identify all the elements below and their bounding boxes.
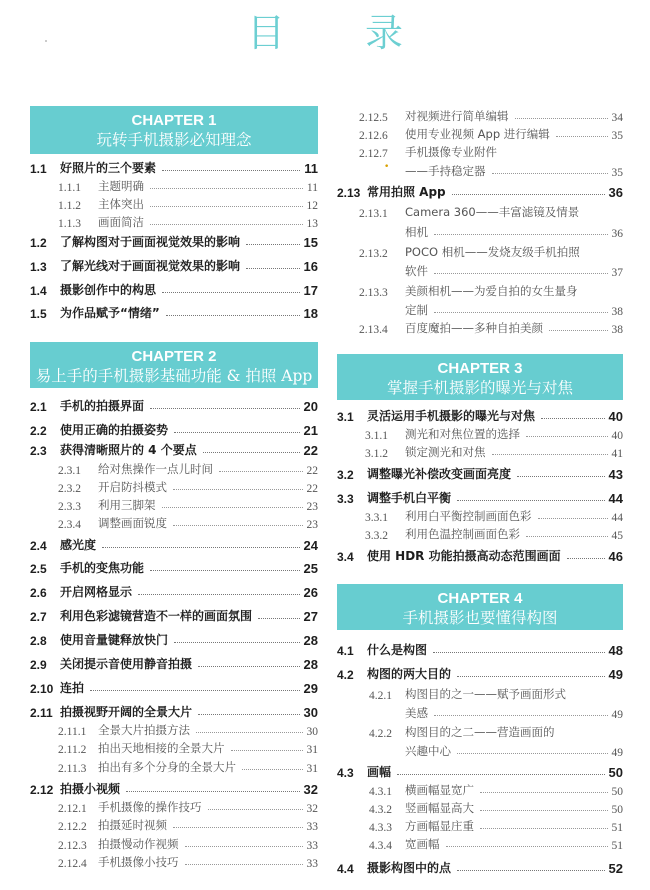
toc-entry-page: 16 [303,259,318,274]
toc-entry-page: 13 [306,218,318,230]
toc-entry[interactable] [30,815,318,833]
toc-entry-title: 拍出天地相接的全景大片 [98,741,225,755]
toc-entry[interactable] [337,442,623,460]
toc-entry-number: 3.4 [337,550,354,564]
toc-entry[interactable] [30,212,318,230]
toc-entry-number: 2.11.2 [58,744,87,756]
dot-leader [541,418,605,419]
toc-entry-number: 2.9 [30,658,47,672]
toc-entry[interactable] [30,720,318,738]
toc-entry[interactable]: 4.1 什么是构图 48 [337,643,623,658]
dot-leader [208,809,303,810]
toc-entry-title: 摄影创作中的构思 [60,283,157,297]
toc-entry[interactable]: 2.13.2 POCO 相机——发烧友级手机拍照 [359,245,580,260]
toc-entry-page: 26 [303,585,318,600]
toc-entry[interactable] [337,424,623,442]
dot-leader [174,432,300,433]
toc-entry-number: 1.2 [30,236,47,250]
toc-entry-title: 宽画幅 [405,837,440,851]
toc-entry-page: 28 [303,657,318,672]
toc-entry-number: 3.2 [337,468,354,482]
chapter-3-title: 掌握手机摄影的曝光与对焦 [386,379,573,397]
chapter-4-number: CHAPTER 4 [437,590,523,607]
dot-leader [480,810,608,811]
chapter-2-banner [30,342,318,388]
toc-entry-number: 2.3.4 [58,519,81,531]
toc-entry[interactable] [30,303,318,321]
toc-entry-page: 29 [303,681,318,696]
toc-entry-page: 28 [303,633,318,648]
toc-entry-number: 1.1.3 [58,218,81,230]
toc-entry[interactable]: 2.13.4 百度魔拍——多种自拍美颜 38 [359,321,623,336]
toc-entry-number: 4.3.2 [369,804,392,816]
toc-entry-number: 2.12.1 [58,803,87,815]
toc-entry[interactable] [30,678,318,696]
toc-entry-page: 40 [611,430,623,442]
toc-entry-number: 2.3 [30,444,47,458]
toc-entry-page: 40 [608,409,623,424]
toc-entry-number: 2.12 [30,783,54,797]
toc-entry-page: 32 [306,803,318,815]
toc-entry[interactable] [337,834,623,852]
toc-entry[interactable] [30,513,318,531]
toc-entry[interactable] [337,406,623,424]
toc-entry-continuation: 兴趣中心 49 [405,744,623,759]
toc-entry-number: 2.6 [30,586,47,600]
toc-entry-continuation: 美感 49 [405,706,623,721]
dot-leader [231,750,303,751]
dot-leader [446,846,608,847]
toc-entry-page: 11 [304,161,318,176]
toc-entry[interactable]: 2.13.3 美颜相机——为爱自拍的女生量身 [359,284,578,299]
toc-entry-continuation: ——手持稳定器 35 [405,164,623,179]
dot-leader [492,454,608,455]
toc-entry-page: 15 [303,235,318,250]
dot-leader [196,732,303,733]
toc-entry-title: 利用白平衡控制画面色彩 [405,509,532,523]
dot-leader [150,570,300,571]
toc-entry-page: 33 [306,840,318,852]
toc-entry[interactable] [30,176,318,194]
toc-entry[interactable]: 2.12.7 手机摄像专业附件 [359,145,497,160]
toc-entry-title: 拍摄小视频 [60,782,121,796]
dot-leader [174,642,300,643]
dot-leader [246,244,300,245]
toc-entry-page: 51 [611,822,623,834]
toc-entry-number: 1.3 [30,260,47,274]
toc-entry-page: 24 [303,538,318,553]
toc-entry[interactable]: 2.12.5 对视频进行简单编辑 34 [359,109,623,124]
dot-leader [242,769,303,770]
toc-entry[interactable] [30,158,318,176]
toc-entry-title: 使用 HDR 功能拍摄高动态范围画面 [367,549,561,563]
toc-entry-title: 好照片的三个要素 [60,161,157,175]
toc-entry-number: 2.4 [30,539,47,553]
dot-leader [517,476,605,477]
toc-entry-title: 锁定测光和对焦 [405,445,486,459]
toc-entry[interactable]: 2.13.1 Camera 360——丰富滤镜及情景 [359,205,580,220]
dot-leader [258,618,300,619]
toc-entry-page: 17 [303,283,318,298]
dot-leader [162,292,300,293]
toc-entry-continuation: 定制 38 [405,303,623,318]
dot-leader [126,791,300,792]
toc-entry[interactable]: 4.3 画幅 50 [337,765,623,780]
toc-entry-title: 拍摄延时视频 [98,818,167,832]
toc-entry-number: 1.1.1 [58,182,81,194]
dot-leader [198,714,300,715]
dot-leader [198,666,300,667]
toc-entry-number: 2.1 [30,400,47,414]
bullet-mark: • [384,162,390,172]
toc-entry-title: 竖画幅显高大 [405,801,474,815]
toc-entry-title: 主体突出 [98,197,144,211]
dot-leader [219,471,303,472]
chapter-4-title: 手机摄影也要懂得构图 [402,609,558,627]
dot-leader [567,558,605,559]
toc-entry-page: 23 [306,519,318,531]
dot-leader [538,518,608,519]
dot-leader [203,452,300,453]
toc-entry[interactable] [30,232,318,250]
toc-entry[interactable] [337,464,623,482]
toc-entry[interactable] [30,558,318,576]
toc-entry-title: 全景大片拍摄方法 [98,723,190,737]
toc-entry-page: 43 [608,467,623,482]
toc-entry-page: 30 [303,705,318,720]
toc-entry-page: 44 [608,491,623,506]
dot-leader [480,792,608,793]
toc-entry[interactable] [30,852,318,870]
toc-entry-number: 2.12.2 [58,821,87,833]
toc-entry-title: 拍摄视野开阔的全景大片 [60,705,193,719]
toc-entry[interactable] [30,779,318,797]
toc-entry[interactable] [337,488,623,506]
toc-entry-title: 画面简洁 [98,215,144,229]
toc-entry-number: 4.3.3 [369,822,392,834]
dot-leader [150,408,300,409]
dot-leader [150,206,303,207]
toc-entry-continuation: 相机 36 [405,225,623,240]
toc-entry-page: 25 [303,561,318,576]
toc-entry-title: 连拍 [60,681,85,695]
dot-leader [162,170,300,171]
toc-entry[interactable] [337,798,623,816]
toc-entry-page: 23 [306,501,318,513]
toc-entry-number: 1.4 [30,284,47,298]
toc-entry-title: 使用正确的拍摄姿势 [60,423,169,437]
toc-entry-page: 50 [611,786,623,798]
dot-leader [150,224,303,225]
toc-entry-page: 31 [306,744,318,756]
toc-entry[interactable] [30,702,318,720]
toc-entry-number: 2.8 [30,634,47,648]
toc-entry-number: 3.1.2 [365,448,388,460]
toc-entry[interactable]: 2.13 常用拍照 App 36 [337,185,623,200]
toc-entry[interactable] [30,535,318,553]
toc-entry[interactable] [337,546,623,564]
toc-entry-number: 1.1.2 [58,200,81,212]
toc-entry-title: 调整手机白平衡 [367,491,452,505]
toc-entry[interactable] [30,194,318,212]
toc-entry[interactable] [30,582,318,600]
page-title: 目 录 [246,11,438,55]
toc-entry-title: 调整曝光补偿改变画面亮度 [367,467,512,481]
chapter-1-title: 玩转手机摄影必知理念 [96,131,252,149]
dot-leader [526,536,608,537]
toc-entry-title: 横画幅显宽广 [405,783,474,797]
toc-entry[interactable] [30,280,318,298]
toc-entry[interactable] [30,495,318,513]
toc-entry-number: 2.10 [30,682,54,696]
chapter-3-banner [337,354,623,400]
dot-leader [102,547,300,548]
toc-entry-title: 利用色彩滤镜营造不一样的画面氛围 [60,609,253,623]
toc-entry-number: 1.1 [30,162,47,176]
dot-leader [173,827,303,828]
toc-entry[interactable] [30,654,318,672]
toc-entry[interactable] [337,780,623,798]
toc-entry-page: 33 [306,858,318,870]
toc-entry-title: 开启网格显示 [60,585,133,599]
chapter-1-number: CHAPTER 1 [131,112,217,129]
toc-entry-title: 拍摄慢动作视频 [98,837,179,851]
chapter-4-banner [337,584,623,630]
dot-leader [173,525,303,526]
toc-entry[interactable] [30,477,318,495]
toc-entry-number: 3.1 [337,410,354,424]
toc-entry-title: 给对焦操作一点儿时间 [98,462,213,476]
speck [45,40,47,42]
toc-entry-page: 46 [608,549,623,564]
toc-entry-number: 3.3.2 [365,530,388,542]
toc-entry-number: 3.3 [337,492,354,506]
toc-entry-number: 3.1.1 [365,430,388,442]
chapter-2-title: 易上手的手机摄影基础功能 & 拍照 App [35,367,313,385]
dot-leader [457,500,605,501]
toc-entry-continuation: 软件 37 [405,264,623,279]
dot-leader [480,828,608,829]
dot-leader [526,436,608,437]
dot-leader [150,188,303,189]
toc-entry-title: 利用三脚架 [98,498,156,512]
toc-entry-number: 2.3.2 [58,483,81,495]
toc-entry-number: 2.12.4 [58,858,87,870]
toc-entry[interactable] [30,420,318,438]
toc-entry-title: 使用音量键释放快门 [60,633,169,647]
toc-entry[interactable]: 4.2.1 构图目的之一——赋予画面形式 [369,687,566,702]
toc-entry-title: 手机的变焦功能 [60,561,145,575]
toc-entry-number: 2.12.3 [58,840,87,852]
toc-entry-page: 30 [306,726,318,738]
dot-leader [246,268,300,269]
toc-entry[interactable] [30,396,318,414]
toc-entry[interactable] [30,834,318,852]
dot-leader [166,315,300,316]
dot-leader [138,594,300,595]
toc-entry-page: 31 [306,763,318,775]
toc-entry-title: 手机摄像小技巧 [98,855,179,869]
toc-entry-page: 22 [306,483,318,495]
toc-entry-page: 21 [303,423,318,438]
chapter-2-number: CHAPTER 2 [131,348,217,365]
toc-entry[interactable] [337,524,623,542]
toc-entry[interactable] [337,506,623,524]
toc-entry[interactable] [30,606,318,624]
toc-entry-page: 45 [611,530,623,542]
toc-entry-page: 22 [306,465,318,477]
toc-entry-page: 32 [303,782,318,797]
toc-entry[interactable] [30,256,318,274]
toc-entry[interactable] [30,440,318,458]
toc-entry-title: 手机的拍摄界面 [60,399,145,413]
toc-entry-title: 主题明确 [98,179,144,193]
toc-entry-number: 1.5 [30,307,47,321]
toc-entry-page: 33 [306,821,318,833]
toc-entry-title: 开启防抖模式 [98,480,167,494]
dot-leader [185,864,303,865]
toc-entry-number: 2.3.3 [58,501,81,513]
toc-entry-page: 44 [611,512,623,524]
toc-entry[interactable]: 4.2 构图的两大目的 49 [337,667,623,682]
toc-entry-title: 手机摄像的操作技巧 [98,800,202,814]
toc-entry-title: 获得清晰照片的 4 个要点 [60,443,197,457]
toc-entry-number: 2.11.3 [58,763,87,775]
toc-entry-number: 2.11 [30,706,53,720]
toc-entry-number: 4.3.4 [369,840,392,852]
chapter-1-banner [30,106,318,154]
toc-entry[interactable] [30,630,318,648]
dot-leader [185,846,303,847]
dot-leader [173,489,303,490]
toc-entry-number: 2.7 [30,610,47,624]
toc-entry-title: 了解构图对于画面视觉效果的影响 [60,235,241,249]
toc-entry-title: 感光度 [60,538,97,552]
toc-entry-number: 2.3.1 [58,465,81,477]
toc-entry[interactable]: 2.12.6 使用专业视频 App 进行编辑 35 [359,127,623,142]
toc-entry[interactable]: 4.4 摄影构图中的点 52 [337,861,623,876]
toc-entry[interactable] [30,738,318,756]
toc-entry[interactable] [30,459,318,477]
toc-entry-title: 测光和对焦位置的选择 [405,427,520,441]
toc-entry-page: 41 [611,448,623,460]
toc-entry-page: 27 [303,609,318,624]
toc-entry-number: 3.3.1 [365,512,388,524]
toc-entry-title: 为作品赋予“情绪” [60,306,160,320]
toc-entry-title: 利用色温控制画面色彩 [405,527,520,541]
toc-entry-number: 2.11.1 [58,726,87,738]
toc-entry[interactable]: 4.2.2 构图目的之二——营造画面的 [369,725,555,740]
toc-entry-number: 4.3.1 [369,786,392,798]
toc-entry-title: 调整画面锐度 [98,516,167,530]
dot-leader [162,507,303,508]
toc-entry[interactable] [30,757,318,775]
toc-entry-title: 拍出有多个分身的全景大片 [98,760,236,774]
toc-entry-number: 2.5 [30,562,47,576]
toc-entry-number: 2.2 [30,424,47,438]
toc-entry-title: 了解光线对于画面视觉效果的影响 [60,259,241,273]
toc-entry-page: 11 [306,182,318,194]
toc-entry-page: 50 [611,804,623,816]
toc-entry-page: 18 [303,306,318,321]
toc-entry-page: 12 [306,200,318,212]
toc-entry-title: 方画幅显庄重 [405,819,474,833]
toc-entry-title: 灵活运用手机摄影的曝光与对焦 [367,409,536,423]
toc-entry-title: 关闭提示音使用静音拍摄 [60,657,193,671]
chapter-3-number: CHAPTER 3 [437,360,523,377]
toc-entry-page: 51 [611,840,623,852]
toc-entry[interactable] [337,816,623,834]
toc-entry-page: 22 [303,443,318,458]
toc-entry-page: 20 [303,399,318,414]
dot-leader [90,690,300,691]
toc-entry[interactable] [30,797,318,815]
